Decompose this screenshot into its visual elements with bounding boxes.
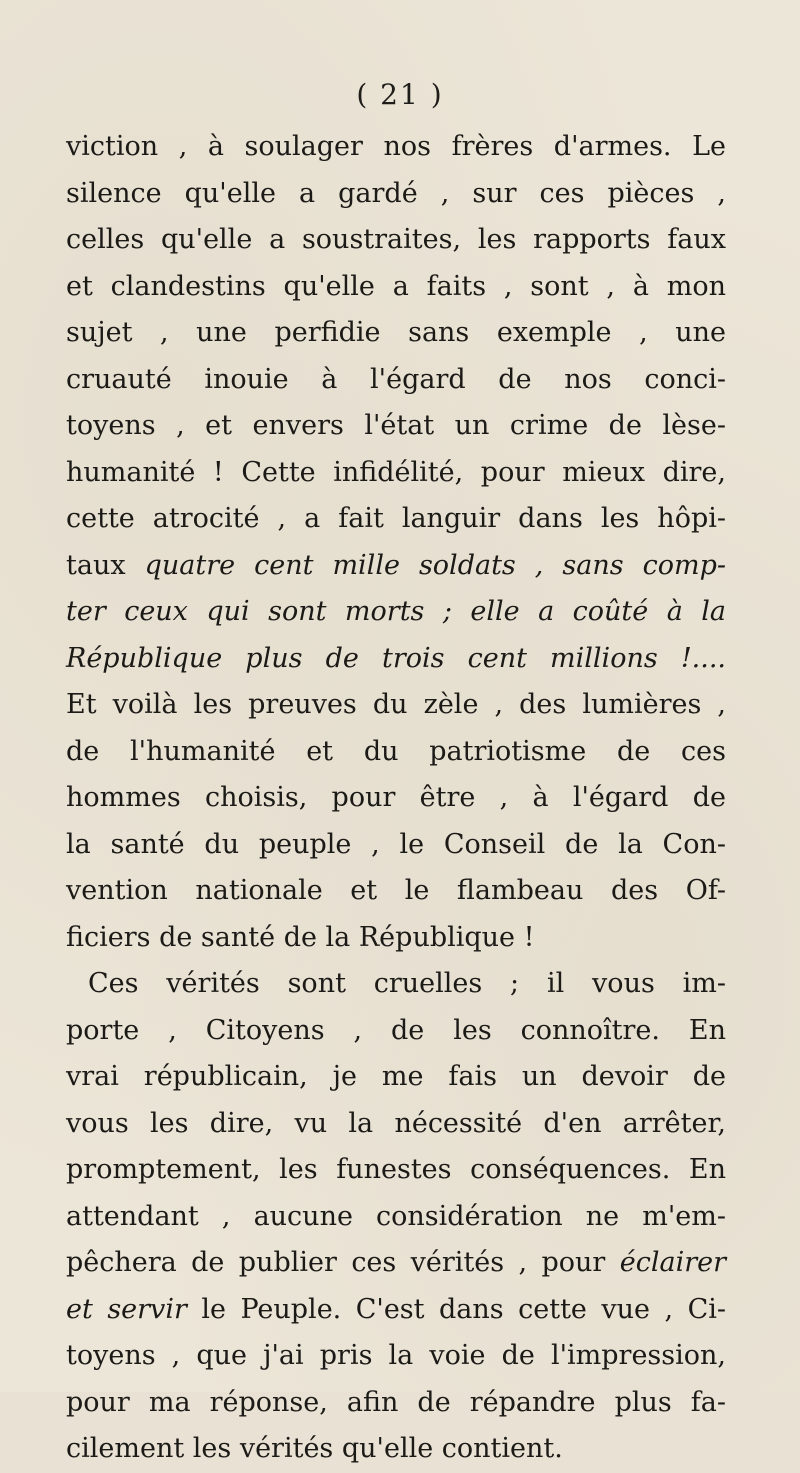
text-line — [66, 589, 726, 636]
text-line — [66, 264, 726, 311]
text-line — [66, 1240, 726, 1287]
text-line — [66, 1333, 726, 1380]
text-segment: Ces vérités sont cruelles ; il vous im- — [88, 968, 726, 999]
text-segment: sujet , une perfidie sans exemple , une — [66, 317, 726, 348]
text-segment: Et voilà les preuves du zèle , des lumières , — [66, 689, 726, 720]
body-text — [66, 124, 726, 1473]
text-segment: porte , Citoyens , de les connoître. En — [66, 1014, 726, 1046]
text-line — [66, 1194, 726, 1241]
italic-segment: et servir — [66, 1293, 187, 1325]
text-segment: attendant , aucune considération ne m'em- — [66, 1200, 726, 1232]
text-line — [66, 822, 726, 869]
text-line — [66, 1380, 726, 1427]
text-segment: hommes choisis, pour être , à l'égard de — [66, 782, 726, 813]
text-segment: et clandestins qu'elle a faits , sont , à mon — [66, 270, 726, 302]
text-segment: vrai républicain, je me fais un devoir de — [66, 1061, 726, 1092]
text-segment: humanité ! Cette infidélité, pour mieux dire, — [66, 456, 726, 488]
text-segment: promptement, les funestes conséquences. En — [66, 1154, 726, 1185]
text-line — [66, 1426, 726, 1473]
text-line — [66, 124, 726, 171]
text-line — [66, 310, 726, 357]
text-line — [66, 1008, 726, 1055]
text-line — [66, 1101, 726, 1148]
text-line — [66, 1054, 726, 1101]
text-segment: toyens , et envers l'état un crime de lèse- — [66, 410, 726, 441]
text-segment: vous les dire, vu la nécessité d'en arrêter, — [66, 1107, 726, 1139]
text-line — [66, 729, 726, 776]
text-segment: la santé du peuple , le Conseil de la Con- — [66, 828, 726, 860]
text-segment: silence qu'elle a gardé , sur ces pièces , — [66, 177, 726, 209]
text-line — [66, 1287, 726, 1334]
text-line — [66, 682, 726, 729]
text-segment: taux — [66, 549, 145, 581]
text-segment: toyens , que j'ai pris la voie de l'impression, — [66, 1340, 726, 1371]
text-line — [66, 961, 726, 1008]
text-segment: viction , à soulager nos frères d'armes. Le — [66, 131, 726, 162]
text-segment: cette atrocité , a fait languir dans les hôpi- — [66, 503, 726, 534]
text-line — [66, 171, 726, 218]
text-segment: le Peuple. C'est dans cette vue , Ci- — [186, 1293, 726, 1325]
text-line — [66, 217, 726, 264]
text-line — [66, 868, 726, 915]
italic-segment: quatre cent mille soldats , sans comp- — [144, 549, 726, 581]
text-segment: pour ma réponse, afin de répandre plus fa- — [66, 1386, 726, 1418]
text-line — [66, 775, 726, 822]
text-segment: cilement les vérités qu'elle contient. — [66, 1433, 563, 1464]
text-line — [66, 636, 726, 683]
text-line — [66, 450, 726, 497]
text-segment: de l'humanité et du patriotisme de ces — [66, 735, 726, 767]
italic-segment: ter ceux qui sont morts ; elle a coûté à la — [66, 596, 726, 627]
text-line — [66, 496, 726, 543]
page-number: ( 21 ) — [356, 78, 444, 111]
text-line — [66, 1147, 726, 1194]
text-segment: ficiers de santé de la République ! — [66, 921, 535, 953]
text-line — [66, 403, 726, 450]
italic-segment: éclairer — [619, 1247, 726, 1278]
text-segment: pêchera de publier ces vérités , pour — [66, 1247, 620, 1278]
text-segment: vention nationale et le flambeau des Of- — [66, 875, 726, 906]
text-line — [66, 357, 726, 404]
text-segment: cruauté inouie à l'égard de nos conci- — [66, 363, 726, 395]
text-segment: celles qu'elle a soustraites, les rapports faux — [66, 224, 726, 255]
text-line — [66, 915, 726, 962]
text-line — [66, 543, 726, 590]
italic-segment: République plus de trois cent millions !.... — [66, 642, 726, 674]
